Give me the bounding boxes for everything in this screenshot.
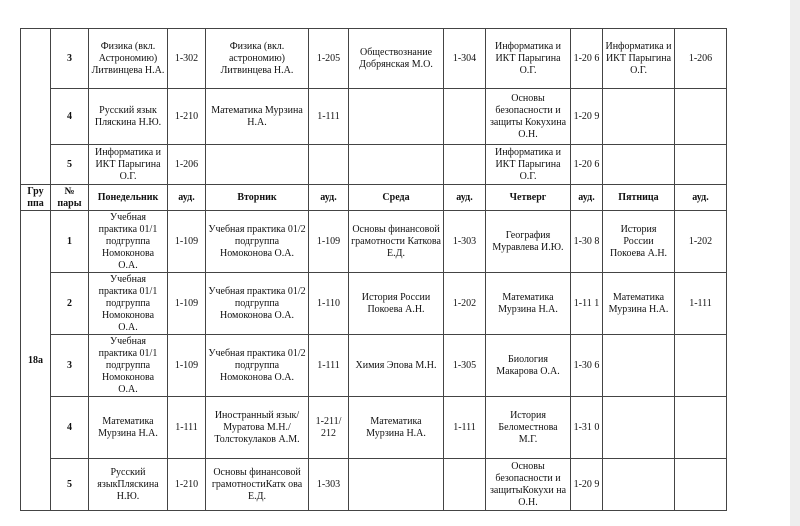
tuesday-lesson: Учебная практика 01/2 подгруппа Номоконова О.А. xyxy=(206,335,309,397)
friday-room xyxy=(675,397,727,459)
thursday-room: 1-20 6 xyxy=(571,29,603,89)
tuesday-room: 1-109 xyxy=(309,211,349,273)
table-row xyxy=(21,459,727,511)
table-row xyxy=(21,89,727,145)
wednesday-room xyxy=(444,89,486,145)
wednesday-lesson xyxy=(349,89,444,145)
wednesday-lesson: Обществознание Добрянская М.О. xyxy=(349,29,444,89)
header-group: Гру ппа xyxy=(21,185,51,211)
wednesday-room: 1-111 xyxy=(444,397,486,459)
group-cell-empty xyxy=(21,29,51,185)
thursday-room: 1-30 8 xyxy=(571,211,603,273)
wednesday-room xyxy=(444,459,486,511)
monday-lesson: Информатика и ИКТ Парыгина О.Г. xyxy=(89,145,168,185)
header-room: ауд. xyxy=(168,185,206,211)
friday-lesson xyxy=(603,145,675,185)
tuesday-room: 1-111 xyxy=(309,89,349,145)
monday-lesson: Математика Мурзина Н.А. xyxy=(89,397,168,459)
thursday-lesson: История Беломестнова М.Г. xyxy=(486,397,571,459)
group-name: 18а xyxy=(21,211,51,511)
friday-lesson: Математика Мурзина Н.А. xyxy=(603,273,675,335)
header-row xyxy=(21,185,727,211)
monday-room: 1-206 xyxy=(168,145,206,185)
friday-lesson xyxy=(603,335,675,397)
thursday-lesson: География Муравлева И.Ю. xyxy=(486,211,571,273)
thursday-room: 1-20 6 xyxy=(571,145,603,185)
table-row xyxy=(21,145,727,185)
monday-room: 1-109 xyxy=(168,211,206,273)
table-row xyxy=(21,335,727,397)
friday-room: 1-206 xyxy=(675,29,727,89)
header-wednesday: Среда xyxy=(349,185,444,211)
friday-room: 1-111 xyxy=(675,273,727,335)
pair-number: 5 xyxy=(51,145,89,185)
wednesday-room: 1-303 xyxy=(444,211,486,273)
pair-number: 2 xyxy=(51,273,89,335)
header-friday: Пятница xyxy=(603,185,675,211)
table-row xyxy=(21,273,727,335)
header-monday: Понедельник xyxy=(89,185,168,211)
table-row xyxy=(21,29,727,89)
thursday-room: 1-30 6 xyxy=(571,335,603,397)
pair-number: 5 xyxy=(51,459,89,511)
wednesday-room: 1-202 xyxy=(444,273,486,335)
monday-room: 1-210 xyxy=(168,89,206,145)
header-room: ауд. xyxy=(444,185,486,211)
thursday-room: 1-31 0 xyxy=(571,397,603,459)
tuesday-lesson: Математика Мурзина Н.А. xyxy=(206,89,309,145)
pair-number: 1 xyxy=(51,211,89,273)
tuesday-room: 1-111 xyxy=(309,335,349,397)
tuesday-room: 1-303 xyxy=(309,459,349,511)
pair-number: 4 xyxy=(51,89,89,145)
tuesday-lesson xyxy=(206,145,309,185)
monday-lesson: Учебная практика 01/1 подгруппа Номоконова О.А. xyxy=(89,335,168,397)
header-room: ауд. xyxy=(309,185,349,211)
thursday-lesson: Биология Макарова О.А. xyxy=(486,335,571,397)
friday-lesson xyxy=(603,459,675,511)
wednesday-lesson: Основы финансовой грамотности Каткова Е.Д. xyxy=(349,211,444,273)
thursday-room: 1-20 9 xyxy=(571,89,603,145)
table-row xyxy=(21,397,727,459)
wednesday-lesson xyxy=(349,145,444,185)
wednesday-lesson: Математика Мурзина Н.А. xyxy=(349,397,444,459)
monday-lesson: Учебная практика 01/1 подгруппа Номоконова О.А. xyxy=(89,211,168,273)
wednesday-room: 1-305 xyxy=(444,335,486,397)
thursday-room: 1-11 1 xyxy=(571,273,603,335)
monday-room: 1-302 xyxy=(168,29,206,89)
header-tuesday: Вторник xyxy=(206,185,309,211)
table-row xyxy=(21,211,727,273)
tuesday-lesson: Физика (вкл. астрономию) Литвинцева Н.А. xyxy=(206,29,309,89)
tuesday-lesson: Учебная практика 01/2 подгруппа Номоконова О.А. xyxy=(206,211,309,273)
friday-lesson xyxy=(603,89,675,145)
pair-number: 4 xyxy=(51,397,89,459)
thursday-lesson: Информатика и ИКТ Парыгина О.Г. xyxy=(486,145,571,185)
monday-room: 1-111 xyxy=(168,397,206,459)
friday-lesson: История России Покоева А.Н. xyxy=(603,211,675,273)
tuesday-lesson: Основы финансовой грамотностиКатк ова Е.Д. xyxy=(206,459,309,511)
monday-room: 1-210 xyxy=(168,459,206,511)
page-edge-shadow xyxy=(790,0,800,526)
tuesday-room: 1-211/ 212 xyxy=(309,397,349,459)
thursday-lesson: Основы безопасности и защиты Кокухина О.Н. xyxy=(486,89,571,145)
monday-room: 1-109 xyxy=(168,273,206,335)
header-room: ауд. xyxy=(675,185,727,211)
tuesday-room xyxy=(309,145,349,185)
wednesday-room: 1-304 xyxy=(444,29,486,89)
friday-lesson xyxy=(603,397,675,459)
tuesday-room: 1-110 xyxy=(309,273,349,335)
header-thursday: Четверг xyxy=(486,185,571,211)
pair-number: 3 xyxy=(51,29,89,89)
header-room: ауд. xyxy=(571,185,603,211)
friday-room xyxy=(675,89,727,145)
friday-lesson: Информатика и ИКТ Парыгина О.Г. xyxy=(603,29,675,89)
friday-room xyxy=(675,145,727,185)
schedule-table xyxy=(20,28,727,511)
monday-lesson: Русский язык Пляскина Н.Ю. xyxy=(89,89,168,145)
friday-room: 1-202 xyxy=(675,211,727,273)
schedule-table-wrapper xyxy=(20,28,727,511)
thursday-room: 1-20 9 xyxy=(571,459,603,511)
monday-lesson: Русский языкПляскина Н.Ю. xyxy=(89,459,168,511)
tuesday-lesson: Учебная практика 01/2 подгруппа Номоконова О.А. xyxy=(206,273,309,335)
tuesday-lesson: Иностранный язык/ Муратова М.Н./ Толстокулаков А.М. xyxy=(206,397,309,459)
friday-room xyxy=(675,459,727,511)
thursday-lesson: Основы безопасности и защитыКокухи на О.Н. xyxy=(486,459,571,511)
monday-lesson: Учебная практика 01/1 подгруппа Номоконова О.А. xyxy=(89,273,168,335)
wednesday-lesson: История России Покоева А.Н. xyxy=(349,273,444,335)
header-pair: № пары xyxy=(51,185,89,211)
friday-room xyxy=(675,335,727,397)
wednesday-lesson: Химия Эпова М.Н. xyxy=(349,335,444,397)
wednesday-lesson xyxy=(349,459,444,511)
tuesday-room: 1-205 xyxy=(309,29,349,89)
thursday-lesson: Информатика и ИКТ Парыгина О.Г. xyxy=(486,29,571,89)
monday-room: 1-109 xyxy=(168,335,206,397)
pair-number: 3 xyxy=(51,335,89,397)
thursday-lesson: Математика Мурзина Н.А. xyxy=(486,273,571,335)
monday-lesson: Физика (вкл. Астрономию) Литвинцева Н.А. xyxy=(89,29,168,89)
wednesday-room xyxy=(444,145,486,185)
